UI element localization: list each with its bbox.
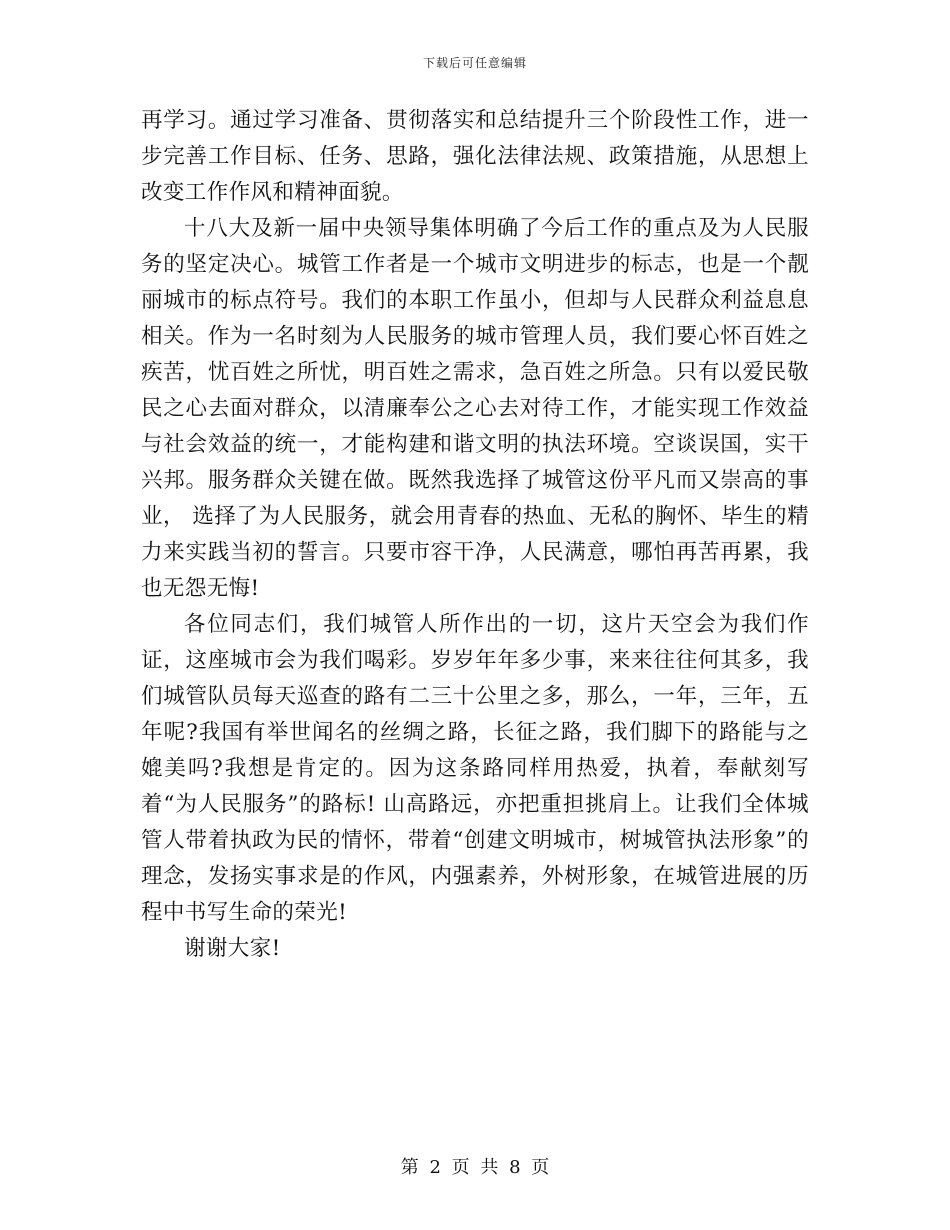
paragraph-2: 十八大及新一届中央领导集体明确了今后工作的重点及为人民服务的坚定决心。城管工作者是一个城市文明进步的标志，也是一个靓丽城市的标点符号。我们的本职工作虽小，但却与人民群众利益息息相关。作为一名时刻为人民服务的城市管理人员，我们要心怀百姓之疾苦，忧百姓之所忧，明百姓之需求，急百姓之所急。只有以爱民敬民之心去面对群众，以清廉奉公之心去对待工作，才能实现工作效益与社会效益的统一，才能构建和谐文明的执法环境。空谈误国，实干兴邦。服务群众关键在做。既然我选择了城管这份平凡而又崇高的事业， 选择了为人民服务，就会用青春的热血、无私的胸怀、毕生的精力来实践当初的誓言。只要市容干净，人民满意，哪怕再苦再累，我也无怨无悔! xyxy=(141,216,809,601)
paragraph-3: 各位同志们，我们城管人所作出的一切，这片天空会为我们作证，这座城市会为我们喝彩。岁岁年年多少事，来来往往何其多，我们城管队员每天巡查的路有二三十公里之多，那么，一年，三年，五年呢?我国有举世闻名的丝绸之路，长征之路，我们脚下的路能与之媲美吗?我想是肯定的。因为这条路同样用热爱，执着，奉献刻写着“为人民服务”的路标! 山高路远，亦把重担挑肩上。让我们全体城管人带着执政为民的情怀，带着“创建文明城市，树城管执法形象”的理念，发扬实事求是的作风，内强素养，外树形象，在城管进展的历程中书写生命的荣光! xyxy=(141,612,809,925)
paragraph-1: 再学习。通过学习准备、贯彻落实和总结提升三个阶段性工作，进一步完善工作目标、任务、思路，强化法律法规、政策措施，从思想上改变工作作风和精神面貌。 xyxy=(141,108,809,205)
document-body xyxy=(141,103,809,967)
paragraph-4: 谢谢大家! xyxy=(184,936,281,961)
page-number: 第 2 页 共 8 页 xyxy=(400,1157,550,1178)
page-header: 下载后可任意编辑 xyxy=(422,56,527,70)
